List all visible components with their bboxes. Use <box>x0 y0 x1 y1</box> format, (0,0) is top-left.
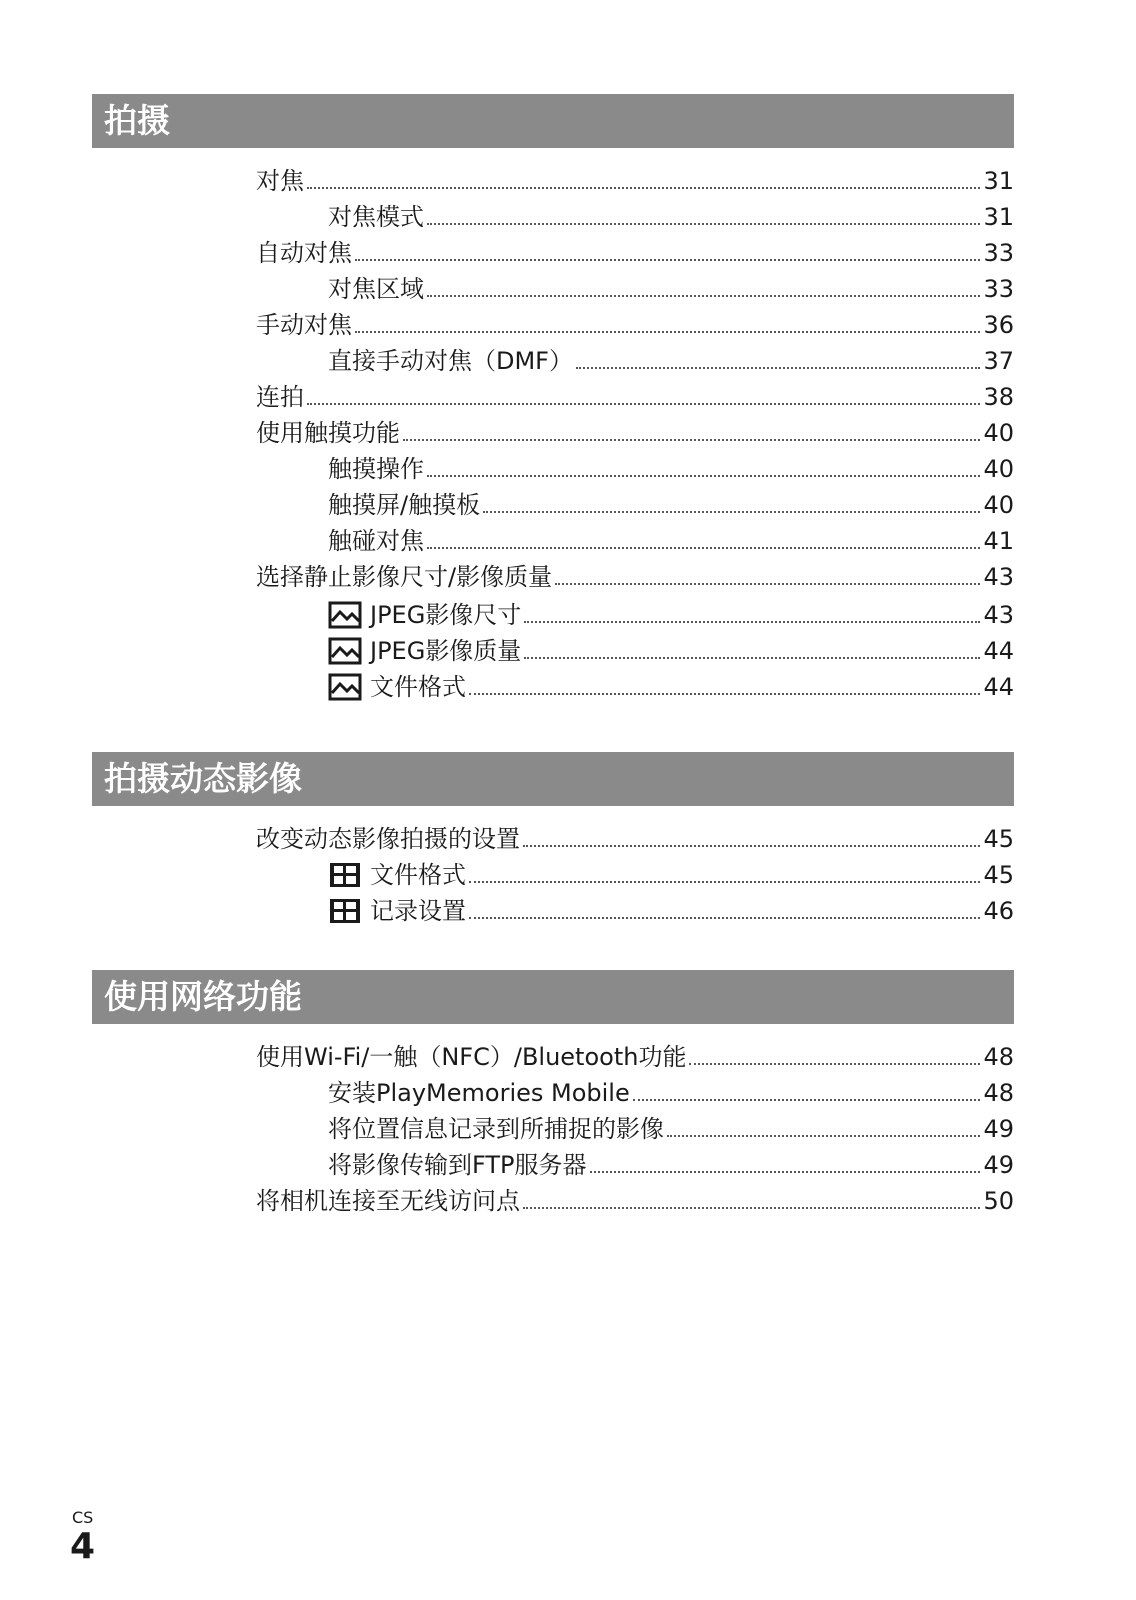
toc-entry-page: 46 <box>983 897 1014 925</box>
toc-entry-page: 41 <box>983 527 1014 555</box>
language-code: CS <box>72 1508 94 1527</box>
dot-leader <box>307 187 980 189</box>
toc-entry-page: 40 <box>983 419 1014 447</box>
section-header: 拍摄 <box>92 94 1014 148</box>
dot-leader <box>524 657 980 659</box>
toc-entry-label: 触摸操作 <box>328 455 424 483</box>
dot-leader <box>667 1135 980 1137</box>
section-header: 使用网络功能 <box>92 970 1014 1024</box>
dot-leader <box>555 583 980 585</box>
toc-entry[interactable] <box>328 630 1014 666</box>
toc-entry-label: 自动对焦 <box>256 239 352 267</box>
dot-leader <box>427 295 980 297</box>
dot-leader <box>524 621 980 623</box>
toc-entry[interactable] <box>328 340 1014 376</box>
toc-entry-label: JPEG影像质量 <box>370 637 522 665</box>
toc-entry-label: 将影像传输到FTP服务器 <box>328 1151 587 1179</box>
dot-leader <box>307 403 980 405</box>
toc-entry[interactable] <box>328 890 1014 926</box>
toc-entry-page: 43 <box>983 563 1014 591</box>
still-image-icon <box>328 673 362 701</box>
toc-entry-label: 使用Wi-Fi/一触（NFC）/Bluetooth功能 <box>256 1043 687 1071</box>
toc-entry-label: 记录设置 <box>370 897 466 925</box>
dot-leader <box>523 845 980 847</box>
dot-leader <box>689 1063 980 1065</box>
toc-entry[interactable] <box>328 520 1014 556</box>
toc-entry-label: 触摸屏/触摸板 <box>328 491 481 519</box>
toc-entry[interactable] <box>256 1180 1014 1216</box>
dot-leader <box>427 223 980 225</box>
toc-entry-page: 38 <box>983 383 1014 411</box>
toc-entry[interactable] <box>328 854 1014 890</box>
dot-leader <box>469 881 980 883</box>
toc-entry-page: 44 <box>983 673 1014 701</box>
dot-leader <box>590 1171 981 1173</box>
toc-entry[interactable] <box>328 196 1014 232</box>
toc-entry[interactable] <box>256 376 1014 412</box>
page-number: 4 <box>70 1526 96 1567</box>
movie-icon <box>328 896 362 926</box>
toc-entry-page: 45 <box>983 825 1014 853</box>
dot-leader <box>355 331 980 333</box>
toc-entry-label: 文件格式 <box>370 861 466 889</box>
dot-leader <box>355 259 980 261</box>
toc-entry-label: 将相机连接至无线访问点 <box>256 1187 520 1215</box>
toc-entry[interactable] <box>328 666 1014 702</box>
still-image-icon <box>328 637 362 665</box>
dot-leader <box>403 439 980 441</box>
toc-entry-page: 33 <box>983 239 1014 267</box>
dot-leader <box>576 367 980 369</box>
dot-leader <box>469 917 980 919</box>
dot-leader <box>523 1207 980 1209</box>
toc-entry[interactable] <box>328 1144 1014 1180</box>
toc-entry-page: 49 <box>983 1115 1014 1143</box>
toc-entry[interactable] <box>328 1072 1014 1108</box>
toc-entry[interactable] <box>256 1036 1014 1072</box>
toc-entry-page: 31 <box>983 203 1014 231</box>
toc-entry-page: 37 <box>983 347 1014 375</box>
movie-icon <box>328 860 362 890</box>
dot-leader <box>427 547 980 549</box>
dot-leader <box>469 693 980 695</box>
toc-entry-label: 选择静止影像尺寸/影像质量 <box>256 563 553 591</box>
toc-entry[interactable] <box>256 556 1014 592</box>
dot-leader <box>427 475 980 477</box>
toc-entry-label: 使用触摸功能 <box>256 419 400 447</box>
toc-entry[interactable] <box>256 232 1014 268</box>
toc-entry-label: 文件格式 <box>370 673 466 701</box>
toc-entry[interactable] <box>256 304 1014 340</box>
toc-entry-label: 将位置信息记录到所捕捉的影像 <box>328 1115 664 1143</box>
toc-entry-label: 对焦区域 <box>328 275 424 303</box>
toc-entry-label: 改变动态影像拍摄的设置 <box>256 825 520 853</box>
toc-entry-label: 对焦模式 <box>328 203 424 231</box>
toc-entry-page: 45 <box>983 861 1014 889</box>
toc-entry[interactable] <box>256 412 1014 448</box>
toc-entry-page: 31 <box>983 167 1014 195</box>
section-header: 拍摄动态影像 <box>92 752 1014 806</box>
toc-entry[interactable] <box>328 268 1014 304</box>
toc-entry-page: 44 <box>983 637 1014 665</box>
toc-entry-label: JPEG影像尺寸 <box>370 601 522 629</box>
toc-entry-page: 33 <box>983 275 1014 303</box>
toc-entry-page: 36 <box>983 311 1014 339</box>
toc-entry-label: 手动对焦 <box>256 311 352 339</box>
toc-entry-page: 40 <box>983 455 1014 483</box>
toc-entry-page: 50 <box>983 1187 1014 1215</box>
toc-entry-label: 连拍 <box>256 383 304 411</box>
toc-entry-label: 安装PlayMemories Mobile <box>328 1079 630 1107</box>
toc-entry[interactable] <box>328 594 1014 630</box>
toc-entry-page: 48 <box>983 1043 1014 1071</box>
toc-entry-page: 43 <box>983 601 1014 629</box>
toc-entry[interactable] <box>328 484 1014 520</box>
toc-entry[interactable] <box>328 1108 1014 1144</box>
toc-entry-page: 49 <box>983 1151 1014 1179</box>
toc-entry-page: 48 <box>983 1079 1014 1107</box>
still-image-icon <box>328 601 362 629</box>
toc-entry-label: 触碰对焦 <box>328 527 424 555</box>
toc-entry-label: 对焦 <box>256 167 304 195</box>
toc-entry[interactable] <box>256 160 1014 196</box>
toc-entry[interactable] <box>328 448 1014 484</box>
toc-entry-label: 直接手动对焦（DMF） <box>328 347 573 375</box>
dot-leader <box>633 1099 981 1101</box>
toc-entry-page: 40 <box>983 491 1014 519</box>
toc-entry[interactable] <box>256 818 1014 854</box>
dot-leader <box>483 511 980 513</box>
